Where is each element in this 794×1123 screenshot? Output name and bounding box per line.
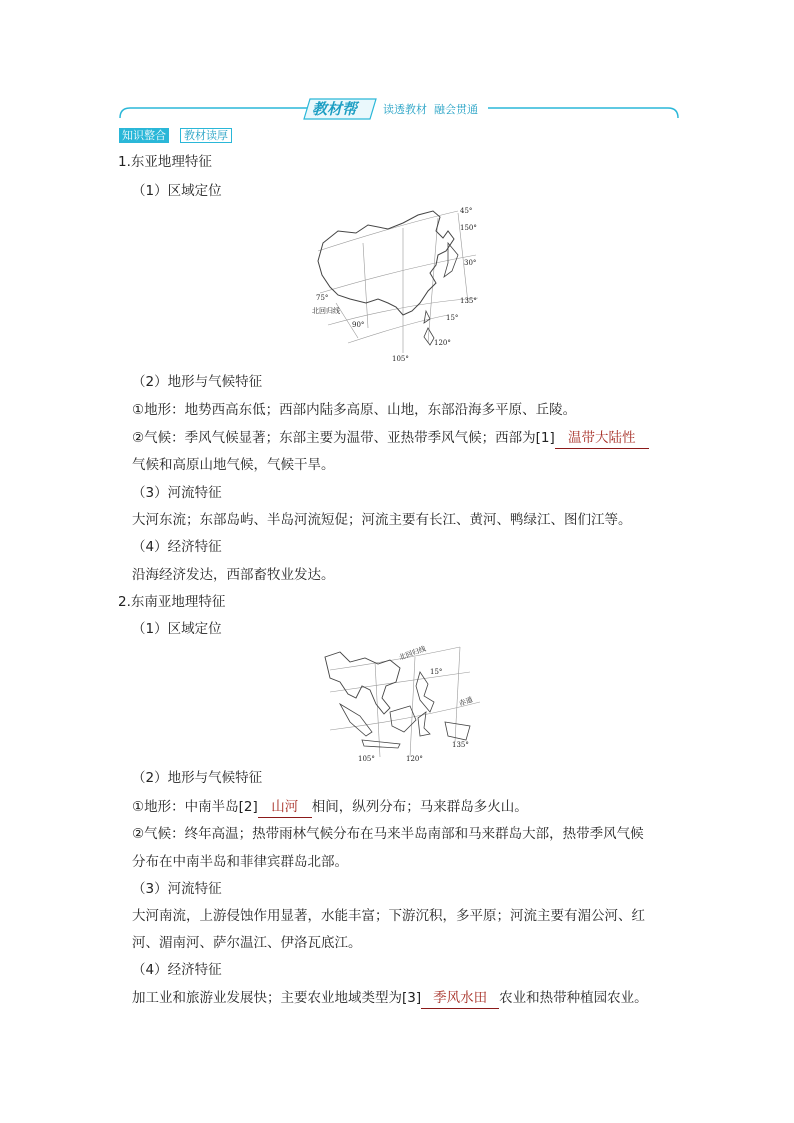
map2-label-105: 105° [358,755,375,763]
part1-subsection-rivers: （3）河流特征 [132,485,222,501]
part1-rivers: 大河东流；东部岛屿、半岛河流短促；河流主要有长江、黄河、鸭绿江、图们江等。 [132,512,632,528]
part2-subsection-rivers: （3）河流特征 [132,881,222,897]
part1-economy: 沿海经济发达，西部畜牧业发达。 [132,567,335,583]
part2-subsection-terrain-climate: （2）地形与气候特征 [132,770,263,786]
part2-climate-line2: 分布在中南半岛和菲律宾群岛北部。 [132,854,348,870]
map2-label-equator: 赤道 [457,695,474,708]
map2-label-120: 120° [406,755,423,763]
part2-economy-post: 农业和热带种植园农业。 [499,990,648,1006]
map2-label-135: 135° [452,741,469,749]
part2-climate-line1: ②气候：终年高温；热带雨林气候分布在马来半岛南部和马来群岛大部，热带季风气候 [132,826,644,842]
header-slogan: 读透教材 融会贯通 [383,103,478,116]
map1-label-90: 90° [352,321,365,329]
header-badge: 教材帮 [312,100,358,118]
map1-label-45: 45° [460,207,473,215]
answer-1: 温带大陆性 [555,428,649,449]
part1-subsection-economy: （4）经济特征 [132,539,222,555]
map1-label-135: 135° [460,297,477,305]
map1-label-120: 120° [434,339,451,347]
map1-label-30: 30° [464,259,477,267]
map1-label-75: 75° [316,294,329,302]
section-tag-left: 知识整合 [119,128,169,143]
part1-climate [132,428,649,449]
east-asia-map [308,203,498,365]
part2-title: 2.东南亚地理特征 [118,594,226,610]
part2-subsection-economy: （4）经济特征 [132,962,222,978]
answer-2: 山河 [258,797,312,818]
part2-economy-pre: 加工业和旅游业发展快；主要农业地域类型为[3] [132,990,422,1006]
part1-subsection-terrain-climate: （2）地形与气候特征 [132,374,263,390]
east-asia-map-labels [312,207,477,363]
part1-title: 1.东亚地理特征 [118,154,212,170]
answer-3: 季风水田 [421,988,499,1009]
part1-terrain: ①地形：地势西高东低；西部内陆多高原、山地，东部沿海多平原、丘陵。 [132,402,577,418]
part2-economy [132,988,648,1009]
part1-climate-cont: 气候和高原山地气候，气候干旱。 [132,457,335,473]
map1-label-150: 150° [460,224,477,232]
map2-label-tropic: 北回归线 [397,644,427,662]
map1-label-15: 15° [446,314,459,322]
part2-rivers-line2: 河、湄南河、萨尔温江、伊洛瓦底江。 [132,935,362,951]
part2-terrain-pre: ①地形：中南半岛[2] [132,799,258,815]
part1-subsection-location: （1）区域定位 [132,183,222,199]
part2-terrain-post: 相间，纵列分布；马来群岛多火山。 [311,799,528,815]
part2-subsection-location: （1）区域定位 [132,621,222,637]
part2-terrain [132,797,528,818]
part2-rivers-line1: 大河南流，上游侵蚀作用显著，水能丰富；下游沉积，多平原；河流主要有湄公河、红 [132,908,645,924]
section-tag-right: 教材读厚 [180,128,232,143]
southeast-asia-map [320,642,490,766]
map2-label-15: 15° [430,668,443,676]
map1-label-105: 105° [392,355,409,363]
map1-label-tropic: 北回归线 [312,307,340,315]
part1-climate-pre: ②气候：季风气候显著；东部主要为温带、亚热带季风气候；西部为[1] [132,430,555,446]
